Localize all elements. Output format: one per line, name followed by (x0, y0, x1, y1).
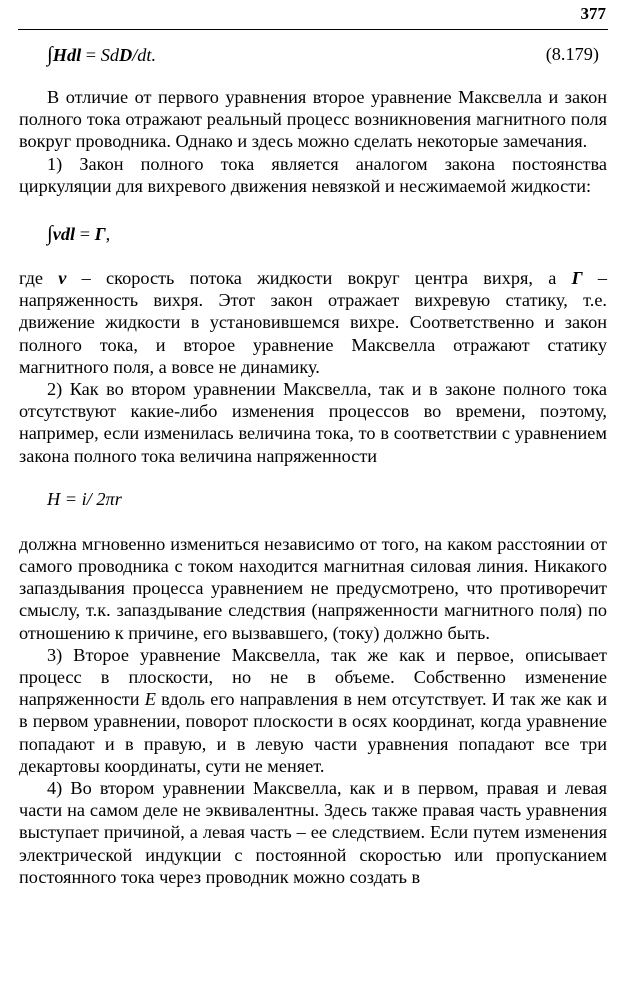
paragraph-4: 2) Как во втором уравнении Максвелла, так и в законе полного тока отсутствуют какие-либо изменения процессов во времени, поэтому, например, если изменилась величина тока, то в соответствии с уравнением закона полного тока величина напряженности (19, 379, 607, 466)
formula-symbol-dl: dl (67, 45, 82, 65)
formula-symbol-dl: dl (60, 224, 76, 245)
formula-symbol-s: S (100, 45, 110, 65)
integral-sign: ∫ (47, 42, 53, 66)
formula-symbol-d: d (109, 45, 119, 65)
paragraph-3-middle: – скорость потока жидкости вокруг центра вихря, а (66, 268, 572, 289)
symbol-v: v (58, 268, 67, 289)
paragraph-2: 1) Закон полного тока является аналогом закона постоянства циркуляции для вихревого движения невязкой и несжимаемой жидкости: (19, 153, 607, 196)
formula-symbol-bigd: D (118, 45, 133, 65)
formula-circulation (19, 219, 607, 247)
paragraph-3 (19, 267, 607, 378)
paragraph-3-end: – напряженность вихря. Этот закон отражает вихревую статику, т.е. движение жидкости в установившемся вихре. Соответственно и закон полного тока, и второе уравнение Максвелла отражают статику магнитного поля, а вовсе не динамику. (19, 268, 607, 377)
paragraph-5: должна мгновенно измениться независимо от того, на каком расстоянии от самого проводника с током находится магнитная силовая линия. Никакого запаздывания процесса уравнением не предусмотрено, что противоречит смыслу, т.к. запаздывание следствия (напряженности магнитного поля) по отношению к причине, его вызвавшего, (току) должно быть. (19, 533, 607, 643)
equation-number: (8.179) (545, 44, 599, 64)
formula-field-strength (19, 485, 607, 513)
paragraph-1: В отличие от первого уравнения второе уравнение Максвелла и закон полного тока отражают реальный процесс возникновения магнитного поля вокруг проводника. Однако и здесь можно сделать некоторые замечания. (19, 87, 607, 152)
formula-h-text: H = i/ 2πr (47, 488, 122, 509)
paragraph-6-end: вдоль его направления в нем отсутствует. И так же как и в первом уравнении, поворот плоскости в осях координат, когда уравнение попадают и в правую, и в левую части уравнения попадают все три декартовы координаты, сути не меняет. (19, 689, 607, 776)
formula-symbol-gamma: Γ (94, 224, 106, 245)
formula-8-179 (19, 40, 607, 68)
paragraph-6-start: 3) Второе уравнение Максвелла, так же как и первое, описывает процесс в плоскости, но не в объеме. Собственно изменение напряженности (19, 644, 607, 710)
formula-equals: = (81, 45, 101, 65)
paragraph-7: 4) Во втором уравнении Максвелла, как и в первом, правая и левая части на самом деле не эквивалентны. Здесь также правая часть уравнения выступает причиной, а левая часть – ее следствием. Если путем изменения электрической индукции с постоянной скоростью или пропусканием постоянного тока через проводник можно создать в (19, 778, 607, 887)
formula-symbol-h: H (52, 45, 67, 65)
symbol-e: E (144, 689, 156, 710)
page-number: 377 (580, 4, 606, 23)
integral-sign: ∫ (47, 221, 53, 246)
formula-tail: /dt. (132, 45, 157, 65)
formula-tail: , (105, 224, 111, 245)
paragraph-6 (19, 644, 607, 777)
formula-equals: = (75, 224, 95, 245)
page-content (19, 40, 607, 888)
symbol-gamma: Γ (571, 268, 583, 289)
header-rule (18, 29, 608, 30)
formula-symbol-v: v (52, 224, 61, 245)
paragraph-3-start: где (19, 268, 59, 289)
